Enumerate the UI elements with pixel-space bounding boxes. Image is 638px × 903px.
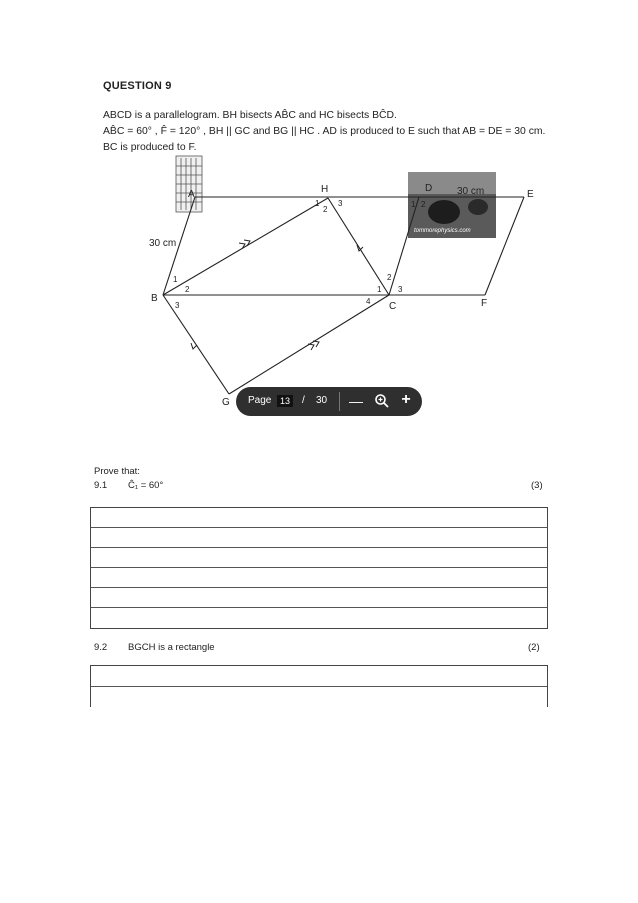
zoom-out-button[interactable]: — — [349, 393, 363, 409]
answer-line — [91, 547, 547, 548]
answer-line — [91, 686, 547, 687]
question-9-1 — [94, 480, 544, 494]
zoom-in-button[interactable]: + — [401, 391, 411, 408]
angle-D2: 2 — [421, 200, 426, 209]
label-B: B — [151, 293, 158, 304]
label-A: A — [188, 189, 195, 200]
line-HC — [328, 198, 389, 295]
answer-box-9-2[interactable] — [90, 665, 548, 707]
page-navigation-toolbar — [236, 387, 422, 416]
answer-line — [91, 587, 547, 588]
angle-B3: 3 — [175, 301, 180, 310]
question-9-1-marks: (3) — [531, 480, 543, 491]
page-number-input[interactable]: 13 — [277, 395, 293, 407]
label-H: H — [321, 184, 329, 195]
angle-C2: 2 — [387, 273, 392, 282]
question-number: 9.1 — [94, 480, 108, 491]
page-total: 30 — [316, 395, 328, 406]
angle-D1: 1 — [411, 200, 416, 209]
angle-H2: 2 — [323, 205, 328, 214]
answer-box-9-1[interactable] — [90, 507, 548, 629]
angle-H1: 1 — [315, 199, 320, 208]
question-number: 9.2 — [94, 642, 108, 653]
question-text: BGCH is a rectangle — [128, 642, 215, 653]
zoom-fit-icon[interactable] — [374, 393, 390, 409]
intro-line-3: BC is produced to F. — [103, 142, 197, 153]
question-9-2-marks: (2) — [528, 642, 540, 653]
label-C: C — [389, 301, 397, 312]
intro-line-1: ABCD is a parallelogram. BH bisects AB̂C and HC bisects BĈD. — [103, 110, 397, 121]
line-BG — [163, 295, 229, 394]
intro-line-2: AB̂C = 60° , F̂ = 120° , BH || GC and BG || HC . AD is produced to E such that AB = DE = 30 cm. — [103, 126, 546, 137]
label-F: F — [481, 298, 488, 309]
page-label: Page — [248, 395, 272, 406]
angle-B1: 1 — [173, 275, 178, 284]
angle-C3: 3 — [398, 285, 403, 294]
question-text: Ĉ₁ = 60° — [128, 480, 164, 491]
length-AB: 30 cm — [149, 238, 177, 249]
angle-H3: 3 — [338, 199, 343, 208]
answer-line — [91, 607, 547, 608]
watermark-text: tommorephysics.com — [414, 228, 471, 234]
label-D: D — [425, 183, 433, 194]
question-title: QUESTION 9 — [103, 80, 172, 92]
geometry-diagram — [0, 0, 638, 420]
line-DC — [389, 197, 419, 295]
page-separator: / — [302, 395, 305, 406]
label-G: G — [222, 397, 230, 408]
answer-line — [91, 527, 547, 528]
line-BH — [163, 198, 328, 295]
question-9-2 — [94, 642, 544, 656]
angle-C4: 4 — [366, 297, 371, 306]
angle-B2: 2 — [185, 285, 190, 294]
length-DE: 30 cm — [457, 186, 485, 197]
label-E: E — [527, 189, 534, 200]
tower-logo — [176, 156, 202, 212]
prove-heading: Prove that: — [94, 466, 140, 477]
toolbar-divider — [339, 392, 340, 411]
answer-line — [91, 567, 547, 568]
angle-C1: 1 — [377, 285, 382, 294]
